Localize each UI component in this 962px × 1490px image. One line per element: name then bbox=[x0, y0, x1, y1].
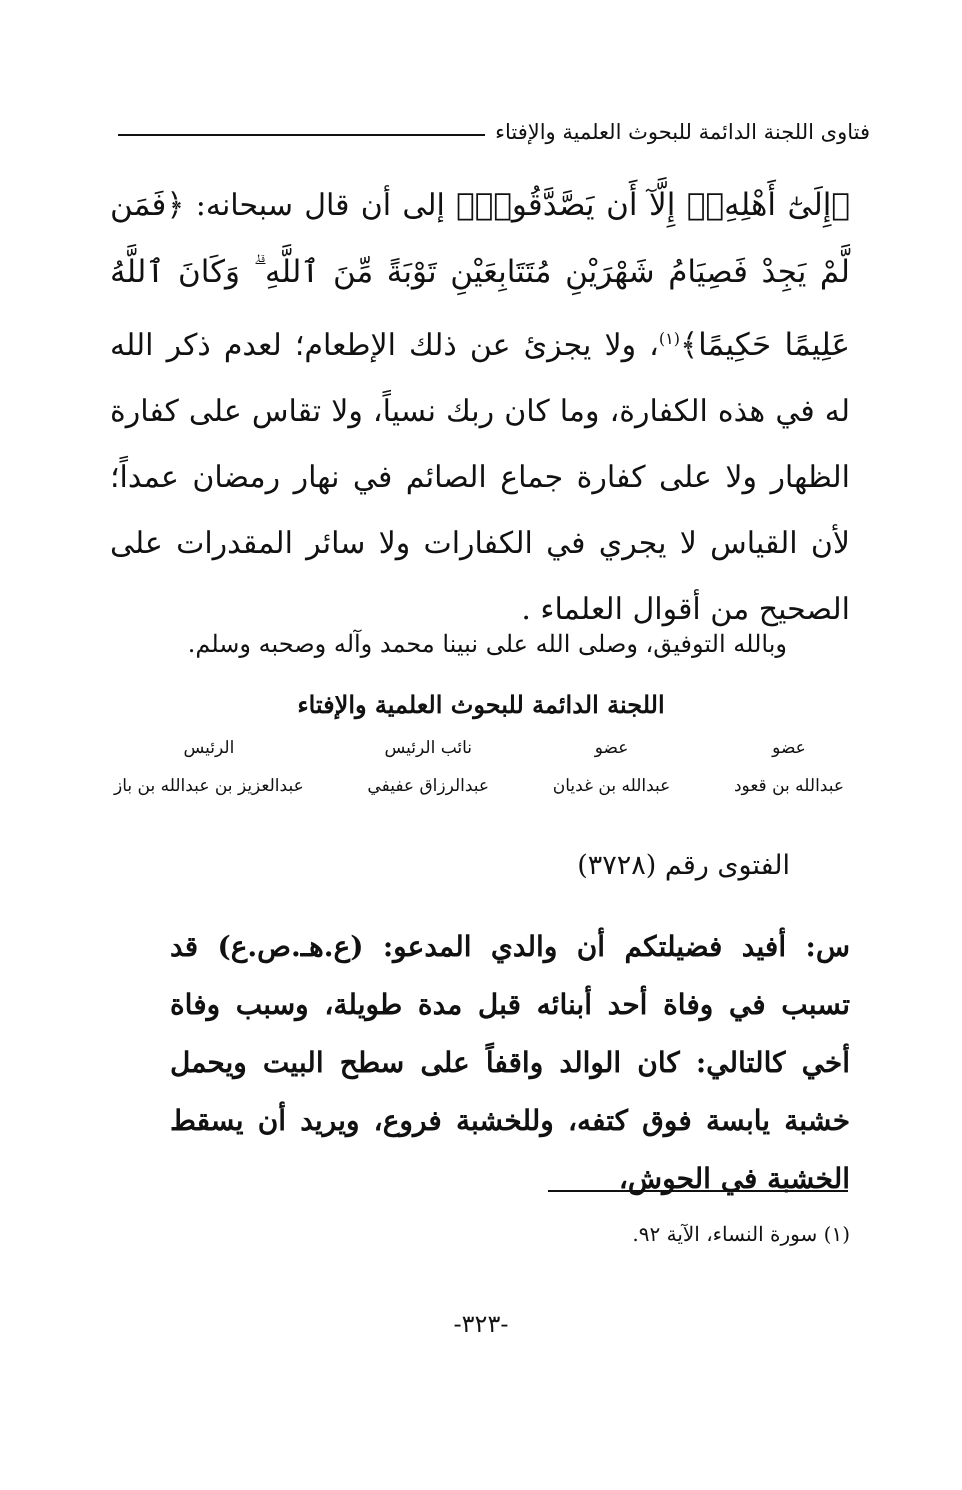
page-number: -٣٢٣- bbox=[453, 1310, 509, 1338]
header-rule bbox=[118, 134, 485, 136]
signatory-name: عبدالله بن غديان bbox=[552, 776, 671, 796]
signatory-role: عضو bbox=[594, 738, 629, 758]
signatory-name: عبدالرزاق عفيفي bbox=[367, 776, 490, 796]
signatory bbox=[734, 738, 844, 796]
signatory-role: نائب الرئيس bbox=[384, 738, 473, 758]
running-header bbox=[118, 112, 870, 152]
signatory bbox=[114, 738, 304, 796]
body-paragraph bbox=[110, 172, 850, 643]
quran-verse-main: ﴿فَمَن لَّمْ يَجِدْ فَصِيَامُ شَهْرَيْنِ مُتَتَابِعَيْنِ تَوْبَةً مِّنَ ٱللَّهِ ۗ وَكَانَ ٱللَّهُ عَلِيمًا حَكِيمًا﴾ bbox=[110, 187, 850, 363]
footnote-reference[interactable]: (١) bbox=[658, 329, 680, 348]
fatwa-question bbox=[170, 918, 850, 1208]
committee-title: اللجنة الدائمة للبحوث العلمية والإفتاء bbox=[297, 690, 665, 719]
signatories bbox=[114, 738, 844, 796]
footnote-rule bbox=[548, 1190, 848, 1192]
running-title: فتاوى اللجنة الدائمة للبحوث العلمية والإفتاء bbox=[495, 120, 870, 144]
signatory-name: عبدالعزيز بن عبدالله بن باز bbox=[114, 776, 304, 796]
signatory bbox=[553, 738, 671, 796]
body-text-1: إلى أن قال سبحانه: bbox=[184, 188, 457, 223]
signatory-role: عضو bbox=[772, 738, 806, 758]
fatwa-number: الفتوى رقم (٣٧٢٨) bbox=[577, 850, 790, 881]
footnote: (١) سورة النساء، الآية ٩٢. bbox=[632, 1222, 850, 1246]
signatory-role: الرئيس bbox=[183, 738, 235, 758]
body-text-2: ، ولا يجزئ عن ذلك الإطعام؛ لعدم ذكر الله له في هذه الكفارة، وما كان ربك نسياً، ولا تقاس على كفارة الظهار ولا على كفارة جماع الصائم في نهار رمضان عمداً؛ لأن القياس لا يجري في الكفارات ولا سائر المقدرات على الصحيح من أقوال العلماء . bbox=[110, 328, 850, 627]
question-text: س: أفيد فضيلتكم أن والدي المدعو: (ع.هـ.ص.ع) قد تسبب في وفاة أحد أبنائه قبل مدة طويلة، وسبب وفاة أخي كالتالي: كان الوالد واقفاً على سطح البيت ويحمل خشبة يابسة فوق كتفه، وللخشبة فروع، ويريد أن يسقط الخشبة في الحوش، bbox=[170, 930, 850, 1195]
quran-verse-opening: ﴿إِلَىٰٓ أَهْلِهِۦٓ إِلَّآ أَن يَصَّدَّقُوا۟﴾ bbox=[456, 187, 851, 223]
signatory-name: عبدالله بن قعود bbox=[733, 776, 844, 796]
closing-prayer: وبالله التوفيق، وصلى الله على نبينا محمد وآله وصحبه وسلم. bbox=[187, 630, 787, 658]
signatory bbox=[367, 738, 489, 796]
